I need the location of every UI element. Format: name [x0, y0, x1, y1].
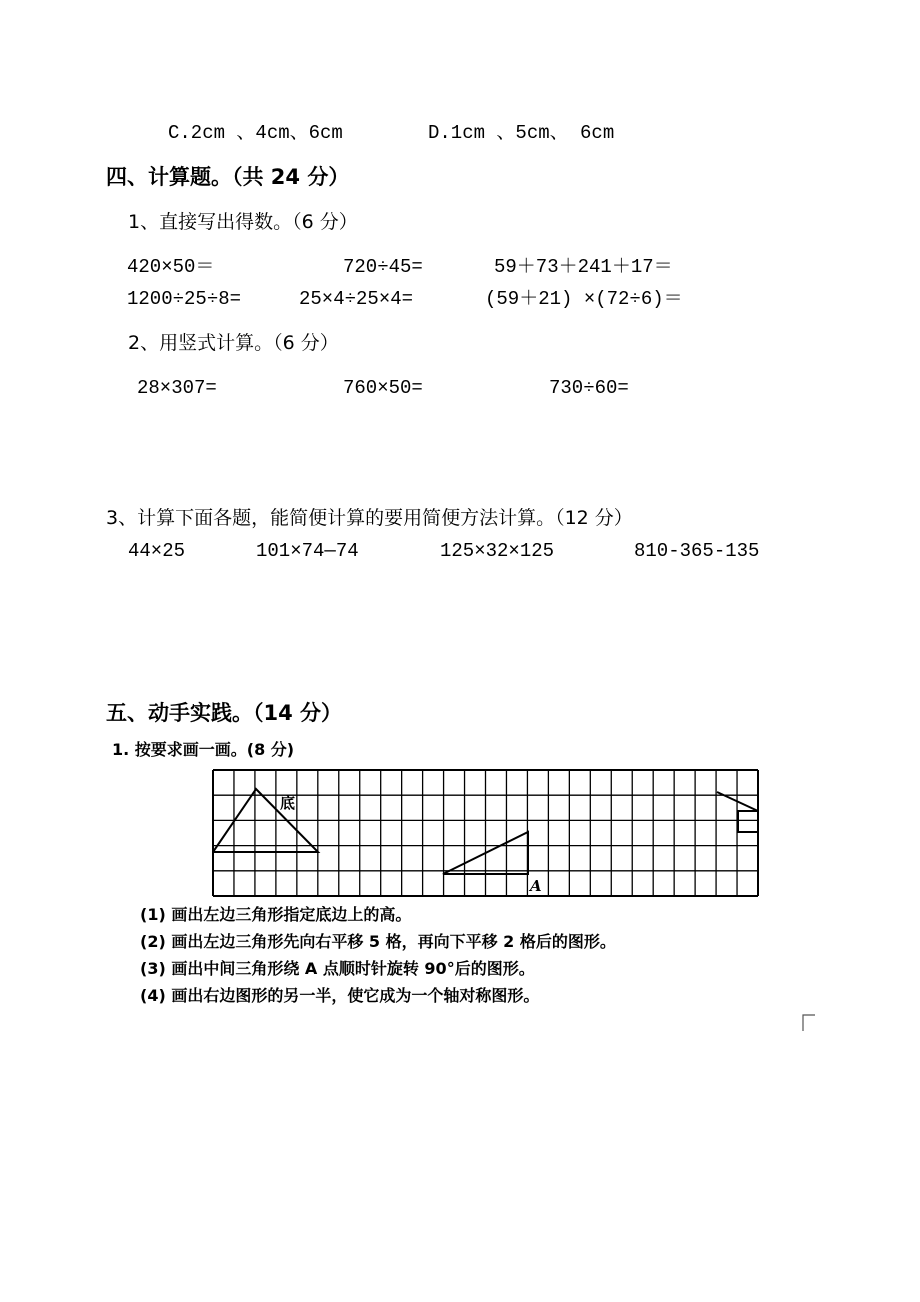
q1-item-1: 420×50＝ [127, 256, 215, 278]
q3-item-2: 101×74—74 [256, 540, 359, 562]
q2-item-2: 760×50= [343, 377, 423, 399]
q2-item-1: 28×307= [137, 377, 217, 399]
base-label: 底 [280, 794, 296, 812]
drawing-grid [212, 769, 760, 899]
corner-mark [802, 1014, 816, 1032]
q1-item-4: 1200÷25÷8= [127, 288, 242, 310]
q1-item-5: 25×4÷25×4= [299, 288, 414, 310]
q3-item-4: 810-365-135 [634, 540, 760, 562]
q1-item-3: 59＋73＋241＋17＝ [494, 256, 673, 278]
point-a-label: A [530, 877, 542, 895]
q1-item-2: 720÷45= [343, 256, 423, 278]
option-d: D.1cm 、5cm、 6cm [428, 122, 615, 144]
drawing-question-title: 1. 按要求画一画。(8 分) [112, 740, 295, 759]
question-three-title: 3、计算下面各题，能简便计算的要用简便方法计算。（12 分） [106, 507, 633, 529]
instruction-4: (4) 画出右边图形的另一半，使它成为一个轴对称图形。 [140, 986, 540, 1005]
section-five-title: 五、动手实践。（14 分） [106, 701, 343, 725]
q2-item-3: 730÷60= [549, 377, 629, 399]
instruction-2: (2) 画出左边三角形先向右平移 5 格，再向下平移 2 格后的图形。 [140, 932, 616, 951]
question-one-title: 1、直接写出得数。（6 分） [128, 211, 358, 233]
option-c: C.2cm 、4cm、6cm [168, 122, 343, 144]
section-four-title: 四、计算题。（共 24 分） [106, 165, 350, 189]
instruction-1: (1) 画出左边三角形指定底边上的高。 [140, 905, 412, 924]
q3-item-1: 44×25 [128, 540, 186, 562]
q1-item-6: (59＋21) ×(72÷6)＝ [485, 288, 683, 310]
q3-item-3: 125×32×125 [440, 540, 555, 562]
question-two-title: 2、用竖式计算。（6 分） [128, 332, 339, 354]
instruction-3: (3) 画出中间三角形绕 A 点顺时针旋转 90°后的图形。 [140, 959, 535, 978]
